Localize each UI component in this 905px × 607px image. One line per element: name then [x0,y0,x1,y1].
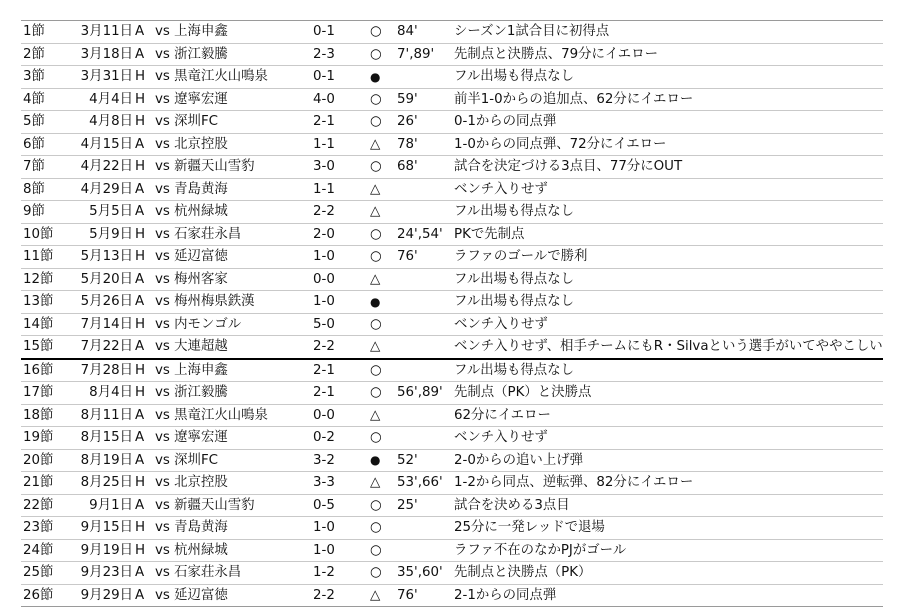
round-cell: 3節 [21,66,67,89]
match-results-sheet [21,20,883,607]
round-cell: 8節 [21,178,67,201]
venue-cell: H [133,382,153,405]
goal-minutes-cell: 84' [395,21,452,44]
opponent-cell: vs 上海申鑫 [153,21,311,44]
match-row [21,336,883,359]
note-cell: 前半1-0からの追加点、62分にイエロー [452,88,883,111]
opponent-cell: vs 新疆天山雪豹 [153,494,311,517]
opponent-cell: vs 遼寧宏運 [153,88,311,111]
result-mark-cell: ● [368,449,395,472]
score-cell: 2-1 [311,359,368,382]
date-cell: 4月15日 [67,133,133,156]
round-cell: 6節 [21,133,67,156]
goal-minutes-cell: 56',89' [395,382,452,405]
round-cell: 19節 [21,427,67,450]
venue-cell: H [133,223,153,246]
match-row [21,494,883,517]
date-cell: 4月22日 [67,156,133,179]
match-row [21,404,883,427]
result-mark-cell: ○ [368,539,395,562]
score-cell: 2-1 [311,111,368,134]
venue-cell: A [133,201,153,224]
goal-minutes-cell [395,336,452,359]
opponent-cell: vs 黒竜江火山鳴泉 [153,66,311,89]
result-mark-cell: △ [368,472,395,495]
note-cell: 2-0からの追い上げ弾 [452,449,883,472]
opponent-cell: vs 杭州緑城 [153,201,311,224]
match-row [21,517,883,540]
opponent-cell: vs 深圳FC [153,449,311,472]
note-cell: 1-0からの同点弾、72分にイエロー [452,133,883,156]
score-cell: 2-0 [311,223,368,246]
goal-minutes-cell: 68' [395,156,452,179]
note-cell: 0-1からの同点弾 [452,111,883,134]
venue-cell: H [133,539,153,562]
result-mark-cell: ○ [368,21,395,44]
round-cell: 7節 [21,156,67,179]
venue-cell: H [133,111,153,134]
result-mark-cell: △ [368,178,395,201]
round-cell: 20節 [21,449,67,472]
opponent-cell: vs 新疆天山雪豹 [153,156,311,179]
opponent-cell: vs 大連超越 [153,336,311,359]
venue-cell: A [133,427,153,450]
result-mark-cell: ○ [368,246,395,269]
score-cell: 1-1 [311,133,368,156]
note-cell: フル出場も得点なし [452,66,883,89]
opponent-cell: vs 遼寧宏運 [153,427,311,450]
opponent-cell: vs 石家荘永昌 [153,223,311,246]
result-mark-cell: ○ [368,562,395,585]
goal-minutes-cell: 26' [395,111,452,134]
result-mark-cell: ○ [368,156,395,179]
opponent-cell: vs 延辺富徳 [153,584,311,607]
opponent-cell: vs 深圳FC [153,111,311,134]
result-mark-cell: △ [368,584,395,607]
opponent-cell: vs 浙江毅騰 [153,43,311,66]
result-mark-cell: ● [368,66,395,89]
round-cell: 13節 [21,291,67,314]
score-cell: 0-1 [311,21,368,44]
venue-cell: H [133,66,153,89]
score-cell: 1-0 [311,291,368,314]
note-cell: フル出場も得点なし [452,291,883,314]
match-row [21,313,883,336]
opponent-cell: vs 石家荘永昌 [153,562,311,585]
date-cell: 9月15日 [67,517,133,540]
opponent-cell: vs 梅州梅県鉄漢 [153,291,311,314]
goal-minutes-cell: 76' [395,246,452,269]
round-cell: 17節 [21,382,67,405]
match-row [21,111,883,134]
opponent-cell: vs 延辺富徳 [153,246,311,269]
round-cell: 15節 [21,336,67,359]
goal-minutes-cell: 24',54' [395,223,452,246]
venue-cell: A [133,562,153,585]
note-cell: 25分に一発レッドで退場 [452,517,883,540]
goal-minutes-cell [395,66,452,89]
score-cell: 3-3 [311,472,368,495]
date-cell: 8月4日 [67,382,133,405]
match-row [21,539,883,562]
score-cell: 2-2 [311,336,368,359]
score-cell: 2-3 [311,43,368,66]
venue-cell: H [133,313,153,336]
score-cell: 0-1 [311,66,368,89]
result-mark-cell: ○ [368,43,395,66]
goal-minutes-cell: 35',60' [395,562,452,585]
date-cell: 8月25日 [67,472,133,495]
note-cell: PKで先制点 [452,223,883,246]
score-cell: 1-2 [311,562,368,585]
round-cell: 11節 [21,246,67,269]
result-mark-cell: ○ [368,313,395,336]
date-cell: 3月11日 [67,21,133,44]
goal-minutes-cell [395,539,452,562]
venue-cell: A [133,494,153,517]
venue-cell: H [133,517,153,540]
match-row [21,382,883,405]
venue-cell: H [133,359,153,382]
note-cell: 62分にイエロー [452,404,883,427]
score-cell: 5-0 [311,313,368,336]
date-cell: 9月19日 [67,539,133,562]
note-cell: 試合を決定づける3点目、77分にOUT [452,156,883,179]
note-cell: フル出場も得点なし [452,201,883,224]
score-cell: 1-1 [311,178,368,201]
score-cell: 1-0 [311,539,368,562]
date-cell: 9月23日 [67,562,133,585]
date-cell: 7月22日 [67,336,133,359]
opponent-cell: vs 青島黄海 [153,178,311,201]
round-cell: 23節 [21,517,67,540]
round-cell: 5節 [21,111,67,134]
note-cell: 先制点と決勝点、79分にイエロー [452,43,883,66]
date-cell: 4月4日 [67,88,133,111]
note-cell: 先制点（PK）と決勝点 [452,382,883,405]
goal-minutes-cell: 78' [395,133,452,156]
result-mark-cell: △ [368,268,395,291]
result-mark-cell: ○ [368,427,395,450]
goal-minutes-cell [395,427,452,450]
match-row [21,427,883,450]
score-cell: 1-0 [311,517,368,540]
opponent-cell: vs 上海申鑫 [153,359,311,382]
round-cell: 21節 [21,472,67,495]
match-results-body [21,21,883,607]
note-cell: ベンチ入りせず [452,427,883,450]
goal-minutes-cell [395,291,452,314]
note-cell: ラファ不在のなかPJがゴール [452,539,883,562]
venue-cell: A [133,21,153,44]
venue-cell: A [133,449,153,472]
round-cell: 9節 [21,201,67,224]
result-mark-cell: ○ [368,88,395,111]
opponent-cell: vs 北京控股 [153,133,311,156]
round-cell: 24節 [21,539,67,562]
opponent-cell: vs 黒竜江火山鳴泉 [153,404,311,427]
opponent-cell: vs 北京控股 [153,472,311,495]
goal-minutes-cell [395,178,452,201]
goal-minutes-cell: 59' [395,88,452,111]
note-cell: フル出場も得点なし [452,268,883,291]
match-row [21,133,883,156]
match-row [21,88,883,111]
opponent-cell: vs 内モンゴル [153,313,311,336]
goal-minutes-cell [395,359,452,382]
note-cell: ラファのゴールで勝利 [452,246,883,269]
goal-minutes-cell: 53',66' [395,472,452,495]
opponent-cell: vs 浙江毅騰 [153,382,311,405]
result-mark-cell: △ [368,201,395,224]
venue-cell: A [133,404,153,427]
result-mark-cell: ○ [368,111,395,134]
result-mark-cell: △ [368,336,395,359]
score-cell: 0-0 [311,268,368,291]
match-row [21,201,883,224]
result-mark-cell: ○ [368,359,395,382]
note-cell: フル出場も得点なし [452,359,883,382]
goal-minutes-cell: 76' [395,584,452,607]
match-row [21,246,883,269]
round-cell: 10節 [21,223,67,246]
date-cell: 7月28日 [67,359,133,382]
note-cell: ベンチ入りせず [452,313,883,336]
result-mark-cell: ● [368,291,395,314]
score-cell: 0-2 [311,427,368,450]
result-mark-cell: ○ [368,494,395,517]
opponent-cell: vs 青島黄海 [153,517,311,540]
score-cell: 0-0 [311,404,368,427]
date-cell: 9月29日 [67,584,133,607]
match-row [21,43,883,66]
date-cell: 3月18日 [67,43,133,66]
match-row [21,268,883,291]
goal-minutes-cell: 7',89' [395,43,452,66]
round-cell: 2節 [21,43,67,66]
match-row [21,359,883,382]
date-cell: 8月11日 [67,404,133,427]
goal-minutes-cell [395,201,452,224]
goal-minutes-cell [395,517,452,540]
note-cell: 先制点と決勝点（PK） [452,562,883,585]
date-cell: 9月1日 [67,494,133,517]
round-cell: 12節 [21,268,67,291]
venue-cell: A [133,43,153,66]
round-cell: 25節 [21,562,67,585]
venue-cell: H [133,88,153,111]
opponent-cell: vs 杭州緑城 [153,539,311,562]
date-cell: 5月26日 [67,291,133,314]
score-cell: 2-2 [311,201,368,224]
goal-minutes-cell: 25' [395,494,452,517]
match-row [21,449,883,472]
note-cell: シーズン1試合目に初得点 [452,21,883,44]
goal-minutes-cell: 52' [395,449,452,472]
result-mark-cell: ○ [368,223,395,246]
score-cell: 1-0 [311,246,368,269]
date-cell: 5月20日 [67,268,133,291]
result-mark-cell: ○ [368,517,395,540]
round-cell: 16節 [21,359,67,382]
venue-cell: H [133,472,153,495]
score-cell: 3-0 [311,156,368,179]
result-mark-cell: ○ [368,382,395,405]
score-cell: 0-5 [311,494,368,517]
goal-minutes-cell [395,268,452,291]
note-cell: 試合を決める3点目 [452,494,883,517]
goal-minutes-cell [395,313,452,336]
venue-cell: A [133,268,153,291]
note-cell: ベンチ入りせず、相手チームにもR・Silvaという選手がいてややこしい [452,336,883,359]
venue-cell: H [133,246,153,269]
result-mark-cell: △ [368,404,395,427]
round-cell: 1節 [21,21,67,44]
score-cell: 2-1 [311,382,368,405]
date-cell: 5月13日 [67,246,133,269]
date-cell: 5月5日 [67,201,133,224]
match-row [21,223,883,246]
date-cell: 5月9日 [67,223,133,246]
match-row [21,156,883,179]
date-cell: 8月15日 [67,427,133,450]
score-cell: 2-2 [311,584,368,607]
opponent-cell: vs 梅州客家 [153,268,311,291]
date-cell: 4月29日 [67,178,133,201]
date-cell: 7月14日 [67,313,133,336]
round-cell: 4節 [21,88,67,111]
venue-cell: A [133,291,153,314]
score-cell: 4-0 [311,88,368,111]
match-row [21,472,883,495]
match-row [21,562,883,585]
match-row [21,291,883,314]
match-row [21,66,883,89]
round-cell: 14節 [21,313,67,336]
round-cell: 22節 [21,494,67,517]
note-cell: 2-1からの同点弾 [452,584,883,607]
match-results-table [21,20,883,607]
round-cell: 18節 [21,404,67,427]
match-row [21,584,883,607]
score-cell: 3-2 [311,449,368,472]
date-cell: 8月19日 [67,449,133,472]
goal-minutes-cell [395,404,452,427]
date-cell: 3月31日 [67,66,133,89]
date-cell: 4月8日 [67,111,133,134]
venue-cell: H [133,156,153,179]
match-row [21,178,883,201]
round-cell: 26節 [21,584,67,607]
venue-cell: A [133,336,153,359]
venue-cell: A [133,133,153,156]
note-cell: 1-2から同点、逆転弾、82分にイエロー [452,472,883,495]
result-mark-cell: △ [368,133,395,156]
venue-cell: A [133,584,153,607]
venue-cell: A [133,178,153,201]
note-cell: ベンチ入りせず [452,178,883,201]
match-row [21,21,883,44]
